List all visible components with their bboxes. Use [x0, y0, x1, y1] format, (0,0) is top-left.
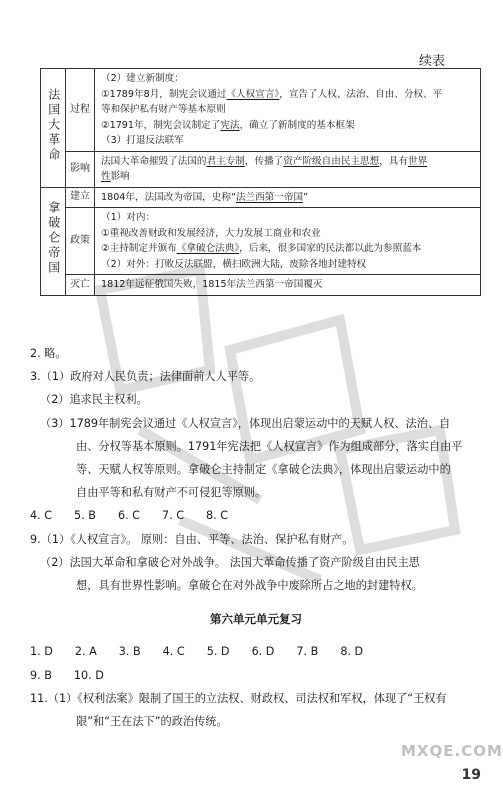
mc-answer: 1. D: [30, 645, 53, 659]
text-line: ②1791年，制宪会议制定了宪法，确立了新制度的基本框架: [101, 119, 355, 131]
answer-q4-8: [30, 504, 482, 527]
mc-answer: 10. D: [73, 668, 104, 682]
section-label-text: 拿破仑帝国: [46, 201, 61, 277]
mc-answer: 9. B: [30, 668, 52, 682]
answer-q3-3: （3）1789年制宪会议通过《人权宣言》，体现出启蒙运动中的天赋人权、法治、自: [40, 416, 451, 430]
text-line: ②主持制定并颁布《拿破仑法典》，后来，很多国家的民法都以此为参照蓝本: [101, 243, 422, 255]
table-row: [41, 187, 481, 208]
text-line: （2）对外：打败反法联盟，横扫欧洲大陆，废除各地封建特权: [101, 258, 367, 270]
row-label-policy: 政策: [66, 208, 95, 275]
text-line: （2）建立新制度：: [101, 73, 184, 84]
text-line: （3）打退反法联军: [101, 135, 184, 147]
mc-answer: 3. B: [118, 645, 141, 659]
answer-q9-1: 9.（1）《人权宣言》。 原则：自由、平等、法治、保护私有财产。: [30, 532, 354, 546]
section-label-french-revolution: [41, 69, 66, 188]
section-label-napoleon: [41, 187, 66, 295]
mc-answer: 2. A: [74, 645, 97, 659]
table-row: [41, 275, 481, 296]
answer-q11-1: 11.（1）《权利法案》限制了国王的立法权、财政权、司法权和军权，体现了“王权有: [30, 691, 447, 705]
mc-answer: 7. B: [296, 645, 319, 659]
mc-answer: 4. C: [162, 645, 185, 659]
row-label-influence: 影响: [66, 151, 95, 187]
text-line: 性影响: [101, 171, 130, 183]
row-label-fall: 灭亡: [66, 275, 95, 296]
row-label-process: 过程: [66, 69, 95, 152]
mc-answer: 5. B: [74, 509, 96, 523]
mc-answer: 6. D: [251, 645, 275, 659]
answer-q3-3-cont: 自由平等和私有财产不可侵犯等原则。: [76, 486, 267, 500]
table-row: [41, 208, 481, 275]
unit-review-mc-row-1: [30, 640, 482, 663]
answer-q3-2: （2）追求民主权利。: [40, 393, 148, 407]
process-cell: [95, 69, 481, 152]
mc-answer: 7. C: [162, 509, 185, 523]
table-row: [41, 69, 481, 152]
history-summary-table: [40, 68, 481, 296]
mc-answer: 8. D: [340, 645, 364, 659]
answer-q2: 2. 略。: [30, 347, 67, 360]
text-line: 1812年远征俄国失败，1815年法兰西第一帝国覆灭: [101, 279, 323, 291]
answer-q3-3-cont: 由、分权等基本原则。1791年宪法把《人权宣言》作为组成部分，落实自由平: [76, 439, 463, 453]
answer-q9-2: （2）法国大革命和拿破仑对外战争。 法国大革命传播了资产阶级自由民主思: [40, 555, 420, 569]
answer-q3-1: 3.（1）政府对人民负责；法律面前人人平等。: [30, 370, 261, 384]
fall-cell: [95, 275, 481, 296]
text-line: 法国大革命摧毁了法国的君主专制，传播了资产阶级自由民主思想，具有世界: [101, 155, 428, 167]
unit-review-title: 第六单元单元复习: [210, 612, 302, 627]
watermark-logo: MXQE.COM: [401, 742, 503, 760]
text-line: ①1789年8月，制宪会议通过《人权宣言》，宣告了人权、法治、自由、分权、平: [101, 88, 443, 100]
text-line: ①重视改善财政和发展经济，大力发展工商业和农业: [101, 227, 321, 239]
answer-q9-2-cont: 想，具有世界性影响。拿破仑在对外战争中废除所占之地的封建特权。: [76, 579, 423, 593]
establish-cell: [95, 187, 481, 208]
table-row: [41, 151, 481, 187]
page-number: 19: [461, 767, 481, 783]
unit-review-mc-row-2: [30, 664, 482, 687]
answer-q3-3-cont: 等、天赋人权等原则。拿破仑主持制定《拿破仑法典》，体现出启蒙运动中的: [76, 463, 451, 477]
answers-section: [30, 342, 482, 733]
text-line: 等和保护私有财产等基本原则: [101, 104, 226, 116]
influence-cell: [95, 151, 481, 187]
policy-cell: [95, 208, 481, 275]
row-label-establish: 建立: [66, 187, 95, 208]
mc-answer: 5. D: [206, 645, 230, 659]
answer-q11-1-cont: 限”和“王在法下”的政治传统。: [76, 715, 228, 729]
continued-label: 续表: [418, 54, 445, 69]
mc-answer: 6. C: [117, 509, 140, 523]
mc-answer: 8. C: [206, 509, 229, 523]
text-line: （1）对内：: [101, 212, 156, 224]
section-label-text: 法国大革命: [46, 87, 61, 163]
mc-answer: 4. C: [30, 509, 53, 523]
text-line: 1804年，法国改为帝国，史称“法兰西第一帝国”: [101, 191, 309, 203]
